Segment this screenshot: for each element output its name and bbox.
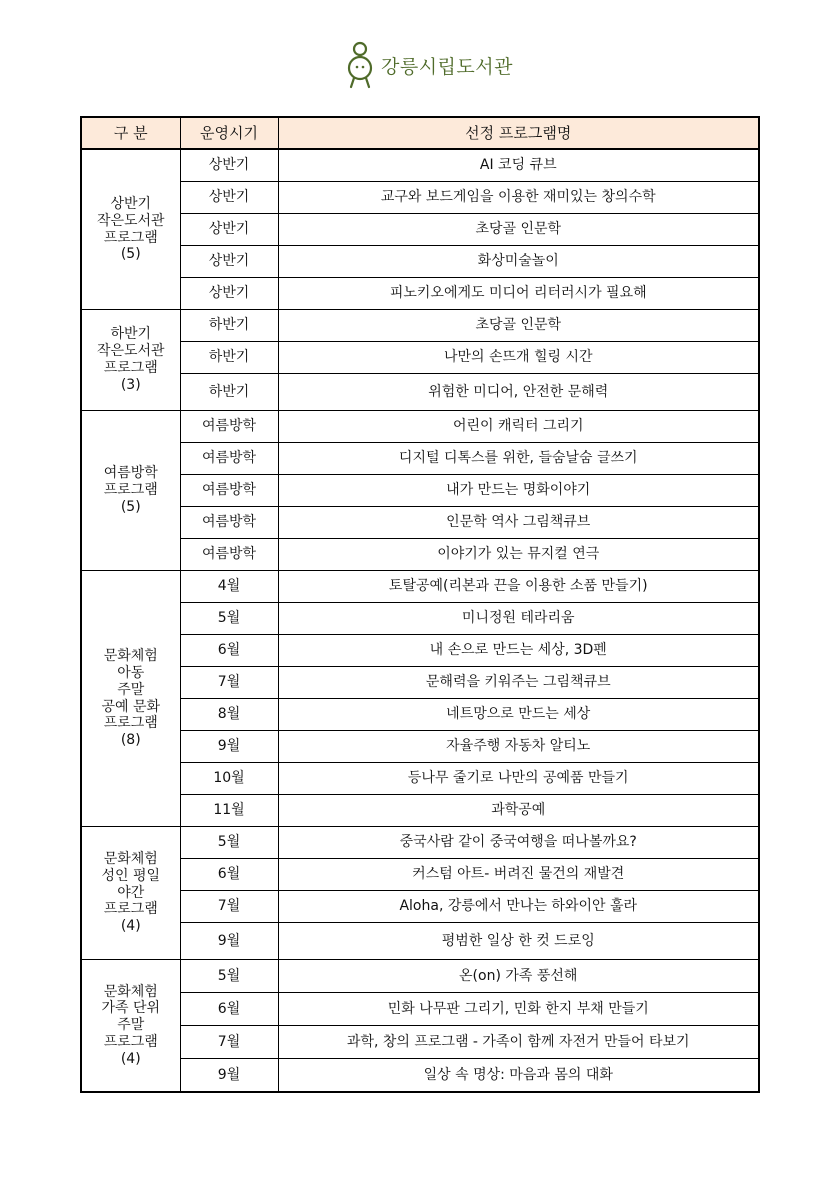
table-row [81,1026,759,1059]
program-cell: 일상 속 명상: 마음과 몸의 대화 [278,1059,759,1093]
category-line: 가족 단위 [101,1000,161,1017]
period-cell: 5월 [180,603,278,635]
table-row [81,960,759,993]
person-figure-icon [345,40,375,90]
category-cell [81,149,180,310]
category-line: 문화체험 [103,851,158,867]
program-cell: 과학, 창의 프로그램 - 가족이 함께 자전거 만들어 타보기 [278,1026,759,1059]
period-cell: 11월 [180,795,278,827]
period-cell: 6월 [180,859,278,891]
program-cell: 자율주행 자동차 알티노 [278,731,759,763]
period-cell: 4월 [180,571,278,603]
category-line: 주말 [117,1017,145,1034]
category-line: 아동 [117,664,145,681]
category-line: (3) [120,376,141,393]
table-row [81,214,759,246]
category-line: 주말 [117,681,145,698]
category-line: 성인 평일 [101,867,161,884]
period-cell: 9월 [180,923,278,960]
category-cell [81,827,180,960]
program-cell: 이야기가 있는 뮤지컬 연극 [278,539,759,571]
program-cell: 교구와 보드게임을 이용한 재미있는 창의수학 [278,182,759,214]
program-cell: 나만의 손뜨개 힐링 시간 [278,342,759,374]
header-period: 운영시기 [180,117,278,149]
period-cell: 여름방학 [180,443,278,475]
category-line: 프로그램 [103,715,158,732]
program-cell: 과학공예 [278,795,759,827]
program-cell: 내가 만드는 명화이야기 [278,475,759,507]
table-row [81,182,759,214]
category-line: (5) [120,246,141,263]
program-cell: 중국사람 같이 중국여행을 떠나볼까요? [278,827,759,859]
header-program: 선정 프로그램명 [278,117,759,149]
period-cell: 8월 [180,699,278,731]
table-row [81,827,759,859]
program-cell: 화상미술놀이 [278,246,759,278]
program-cell: 등나무 줄기로 나만의 공예품 만들기 [278,763,759,795]
category-line: (4) [120,918,141,935]
table-body [81,149,759,1092]
period-cell: 여름방학 [180,475,278,507]
program-cell: 어린이 캐릭터 그리기 [278,411,759,443]
table-row [81,795,759,827]
category-line: 공예 문화 [101,698,161,715]
category-line: 작은도서관 [96,212,165,229]
table-row [81,310,759,342]
table-row [81,342,759,374]
table-row [81,859,759,891]
program-cell: 토탈공예(리본과 끈을 이용한 소품 만들기) [278,571,759,603]
period-cell: 여름방학 [180,411,278,443]
category-cell [81,310,180,411]
category-line: 야간 [117,884,145,901]
program-cell: AI 코딩 큐브 [278,149,759,182]
category-cell [81,960,180,1093]
program-cell: 초당골 인문학 [278,310,759,342]
table-row [81,1059,759,1093]
period-cell: 하반기 [180,374,278,411]
period-cell: 여름방학 [180,507,278,539]
program-cell: 커스텀 아트- 버려진 물건의 재발견 [278,859,759,891]
table-row [81,246,759,278]
category-line: (8) [120,732,141,749]
program-cell: 네트망으로 만드는 세상 [278,699,759,731]
table-row [81,603,759,635]
category-line: 프로그램 [103,482,158,499]
period-cell: 10월 [180,763,278,795]
period-cell: 7월 [180,667,278,699]
program-table [80,116,760,1093]
period-cell: 상반기 [180,214,278,246]
period-cell: 상반기 [180,278,278,310]
table-row [81,923,759,960]
period-cell: 9월 [180,1059,278,1093]
period-cell: 6월 [180,993,278,1026]
program-cell: 초당골 인문학 [278,214,759,246]
category-line: 프로그램 [103,229,158,246]
category-line: 여름방학 [103,465,158,482]
period-cell: 6월 [180,635,278,667]
period-cell: 하반기 [180,342,278,374]
category-line: 작은도서관 [96,343,165,360]
period-cell: 9월 [180,731,278,763]
program-cell: 미니정원 테라리움 [278,603,759,635]
table-row [81,667,759,699]
library-name: 강릉시립도서관 [381,55,513,78]
table-row [81,278,759,310]
category-line: 문화체험 [103,983,158,1000]
period-cell: 5월 [180,827,278,859]
table-row [81,763,759,795]
table-row [81,149,759,182]
table-row [81,571,759,603]
period-cell: 여름방학 [180,539,278,571]
program-cell: 피노키오에게도 미디어 리터러시가 필요해 [278,278,759,310]
program-cell: 민화 나무판 그리기, 민화 한지 부채 만들기 [278,993,759,1026]
program-cell: Aloha, 강릉에서 만나는 하와이안 훌라 [278,891,759,923]
category-cell [81,571,180,827]
period-cell: 7월 [180,1026,278,1059]
header-category: 구 분 [81,117,180,149]
table-row [81,891,759,923]
period-cell: 하반기 [180,310,278,342]
table-header-row [81,117,759,149]
period-cell: 5월 [180,960,278,993]
program-cell: 온(on) 가족 풍선해 [278,960,759,993]
period-cell: 상반기 [180,246,278,278]
table-row [81,993,759,1026]
category-line: 프로그램 [103,360,158,376]
program-cell: 인문학 역사 그림책큐브 [278,507,759,539]
library-logo [345,40,513,90]
category-line: 문화체험 [103,648,158,665]
table-row [81,443,759,475]
category-line: (5) [120,498,141,515]
program-cell: 위험한 미디어, 안전한 문해력 [278,374,759,411]
table-row [81,539,759,571]
category-line: 상반기 [110,195,152,212]
table-row [81,507,759,539]
table-row [81,699,759,731]
category-line: 하반기 [110,326,152,343]
period-cell: 상반기 [180,182,278,214]
program-cell: 내 손으로 만드는 세상, 3D펜 [278,635,759,667]
table-row [81,374,759,411]
table-row [81,731,759,763]
period-cell: 상반기 [180,149,278,182]
program-cell: 문해력을 키워주는 그림책큐브 [278,667,759,699]
period-cell: 7월 [180,891,278,923]
program-cell: 평범한 일상 한 컷 드로잉 [278,923,759,960]
program-cell: 디지털 디톡스를 위한, 들숨날숨 글쓰기 [278,443,759,475]
category-line: 프로그램 [103,901,158,918]
table-row [81,635,759,667]
table-row [81,411,759,443]
category-line: (4) [120,1050,141,1067]
category-cell [81,411,180,571]
category-line: 프로그램 [103,1033,158,1050]
table-row [81,475,759,507]
